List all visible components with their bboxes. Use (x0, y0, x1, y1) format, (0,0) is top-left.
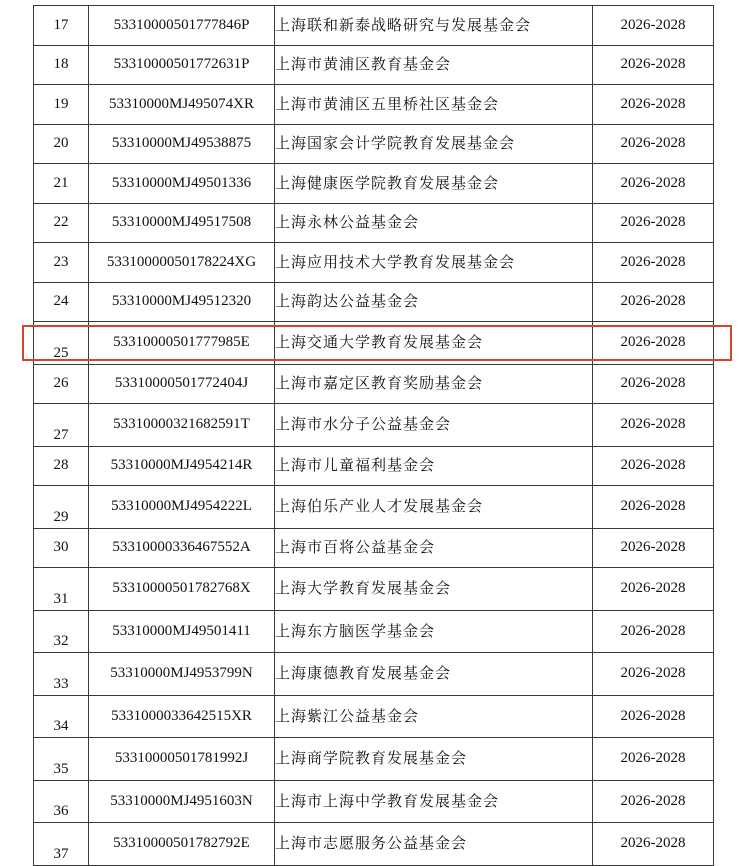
row-number: 24 (34, 282, 89, 322)
credit-code-cell: 53310000501782792E (89, 823, 275, 866)
term-cell: 2026-2028 (593, 322, 714, 365)
row-number: 36 (34, 780, 89, 823)
foundation-name-cell: 上海市嘉定区教育奖励基金会 (275, 364, 593, 404)
term-cell: 2026-2028 (593, 486, 714, 529)
credit-code-cell: 53310000MJ49517508 (89, 203, 275, 243)
row-number: 32 (34, 610, 89, 653)
credit-code-cell: 53310000MJ4951603N (89, 780, 275, 823)
table-row (34, 404, 714, 447)
foundation-name-cell: 上海市水分子公益基金会 (275, 404, 593, 447)
credit-code-cell: 53310000MJ49512320 (89, 282, 275, 322)
foundation-name-cell: 上海康德教育发展基金会 (275, 653, 593, 696)
credit-code-cell: 53310000501781992J (89, 738, 275, 781)
term-cell: 2026-2028 (593, 203, 714, 243)
row-number: 30 (34, 528, 89, 568)
term-cell: 2026-2028 (593, 164, 714, 204)
credit-code-cell: 5331000033642515XR (89, 695, 275, 738)
term-cell: 2026-2028 (593, 823, 714, 866)
row-number: 22 (34, 203, 89, 243)
credit-code-cell: 53310000050178224XG (89, 243, 275, 283)
row-number: 31 (34, 568, 89, 611)
foundation-name-cell: 上海市儿童福利基金会 (275, 446, 593, 486)
foundation-name-cell: 上海东方脑医学基金会 (275, 610, 593, 653)
table-row (34, 568, 714, 611)
credit-code-cell: 53310000MJ4954222L (89, 486, 275, 529)
credit-code-cell: 53310000501777985E (89, 322, 275, 365)
term-cell: 2026-2028 (593, 282, 714, 322)
term-cell: 2026-2028 (593, 446, 714, 486)
term-cell: 2026-2028 (593, 610, 714, 653)
table-row (34, 6, 714, 46)
row-number: 20 (34, 124, 89, 164)
term-cell: 2026-2028 (593, 404, 714, 447)
row-number: 34 (34, 695, 89, 738)
table-body (34, 6, 714, 866)
row-number: 29 (34, 486, 89, 529)
credit-code-cell: 53310000MJ4954214R (89, 446, 275, 486)
row-number: 35 (34, 738, 89, 781)
table-row (34, 282, 714, 322)
table-row (34, 486, 714, 529)
foundation-name-cell: 上海市黄浦区五里桥社区基金会 (275, 85, 593, 125)
table-row (34, 446, 714, 486)
table-row (34, 528, 714, 568)
term-cell: 2026-2028 (593, 653, 714, 696)
foundation-name-cell: 上海应用技术大学教育发展基金会 (275, 243, 593, 283)
foundation-name-cell: 上海市志愿服务公益基金会 (275, 823, 593, 866)
foundation-name-cell: 上海韵达公益基金会 (275, 282, 593, 322)
row-number: 19 (34, 85, 89, 125)
table-row (34, 322, 714, 365)
credit-code-cell: 53310000501782768X (89, 568, 275, 611)
foundation-name-cell: 上海大学教育发展基金会 (275, 568, 593, 611)
foundation-name-cell: 上海市百将公益基金会 (275, 528, 593, 568)
row-number: 26 (34, 364, 89, 404)
term-cell: 2026-2028 (593, 780, 714, 823)
table-row (34, 124, 714, 164)
foundation-name-cell: 上海市上海中学教育发展基金会 (275, 780, 593, 823)
table-row (34, 653, 714, 696)
term-cell: 2026-2028 (593, 738, 714, 781)
row-number: 27 (34, 404, 89, 447)
term-cell: 2026-2028 (593, 243, 714, 283)
foundation-registry-table (33, 5, 714, 866)
table-row (34, 780, 714, 823)
credit-code-cell: 53310000336467552A (89, 528, 275, 568)
foundation-name-cell: 上海商学院教育发展基金会 (275, 738, 593, 781)
table-row (34, 45, 714, 85)
credit-code-cell: 53310000MJ49538875 (89, 124, 275, 164)
row-number: 23 (34, 243, 89, 283)
term-cell: 2026-2028 (593, 45, 714, 85)
table-row (34, 364, 714, 404)
table-row (34, 610, 714, 653)
row-number: 17 (34, 6, 89, 46)
foundation-name-cell: 上海联和新泰战略研究与发展基金会 (275, 6, 593, 46)
term-cell: 2026-2028 (593, 364, 714, 404)
credit-code-cell: 53310000321682591T (89, 404, 275, 447)
term-cell: 2026-2028 (593, 568, 714, 611)
row-number: 33 (34, 653, 89, 696)
foundation-name-cell: 上海市黄浦区教育基金会 (275, 45, 593, 85)
term-cell: 2026-2028 (593, 695, 714, 738)
credit-code-cell: 53310000MJ495074XR (89, 85, 275, 125)
table-row (34, 695, 714, 738)
credit-code-cell: 53310000MJ4953799N (89, 653, 275, 696)
foundation-name-cell: 上海健康医学院教育发展基金会 (275, 164, 593, 204)
row-number: 21 (34, 164, 89, 204)
term-cell: 2026-2028 (593, 124, 714, 164)
row-number: 28 (34, 446, 89, 486)
foundation-name-cell: 上海紫江公益基金会 (275, 695, 593, 738)
foundation-name-cell: 上海永林公益基金会 (275, 203, 593, 243)
credit-code-cell: 53310000MJ49501336 (89, 164, 275, 204)
row-number: 25 (34, 322, 89, 365)
credit-code-cell: 53310000501777846P (89, 6, 275, 46)
term-cell: 2026-2028 (593, 528, 714, 568)
foundation-name-cell: 上海交通大学教育发展基金会 (275, 322, 593, 365)
credit-code-cell: 53310000MJ49501411 (89, 610, 275, 653)
row-number: 18 (34, 45, 89, 85)
table-row (34, 243, 714, 283)
table-row (34, 738, 714, 781)
term-cell: 2026-2028 (593, 6, 714, 46)
foundation-name-cell: 上海伯乐产业人才发展基金会 (275, 486, 593, 529)
foundation-name-cell: 上海国家会计学院教育发展基金会 (275, 124, 593, 164)
credit-code-cell: 53310000501772631P (89, 45, 275, 85)
table-row (34, 164, 714, 204)
table-row (34, 203, 714, 243)
term-cell: 2026-2028 (593, 85, 714, 125)
table-row (34, 85, 714, 125)
row-number: 37 (34, 823, 89, 866)
credit-code-cell: 53310000501772404J (89, 364, 275, 404)
table-row (34, 823, 714, 866)
